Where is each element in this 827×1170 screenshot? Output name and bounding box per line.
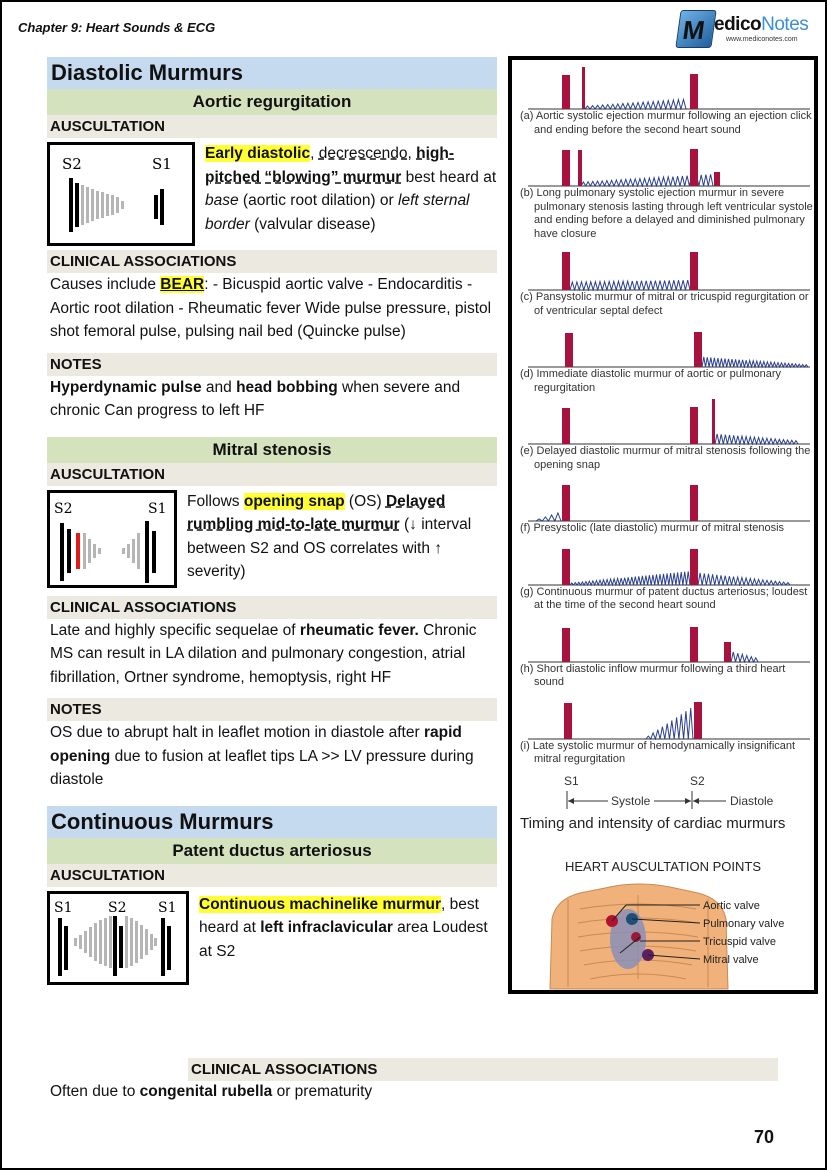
phonocardiogram <box>518 694 814 740</box>
murmur-waveform <box>698 573 790 585</box>
murmur-panel <box>518 141 814 241</box>
murmur-caption: (i) Late systolic murmur of hemodynamically insignificant mitral regurgitation <box>520 739 796 765</box>
ms-s1-bar <box>152 531 156 573</box>
pda-s1-bar <box>58 918 62 976</box>
ms-rumble-murmur <box>83 533 140 569</box>
ms-phonocardiogram <box>47 490 177 588</box>
murmur-caption: (c) Pansystolic murmur of mitral or tricuspid regurgitation or of ventricular septal defect <box>520 291 809 317</box>
diastole-label: Diastole <box>730 794 774 808</box>
text: Chronic MS can result in LA dilation and pulmonary congestion, atrial fibrillation, Ortner syndrome, hemoptysis, right HF <box>50 621 477 686</box>
text: best heard at <box>401 168 497 186</box>
heart-sound-bar <box>562 150 570 186</box>
term-rheumatic-fever: rheumatic fever. <box>299 621 419 639</box>
murmur-caption: (d) Immediate diastolic murmur of aortic or pulmonary regurgitation <box>520 368 782 394</box>
heart-sound-bar <box>562 628 570 662</box>
text: (valvular disease) <box>249 215 376 233</box>
murmur-panel <box>518 64 814 137</box>
text: Follows <box>187 492 244 510</box>
ar-s1-bar <box>160 189 164 225</box>
murmur-caption: (b) Long pulmonary systolic ejection murmur in severe pulmonary stenosis lasting through left ventricular systole and ending before a delayed and diminished pulmonary have closure <box>520 187 813 240</box>
text: Late and highly specific sequelae of <box>50 621 300 639</box>
label-notes: NOTES <box>47 353 497 376</box>
text: and <box>201 378 237 396</box>
subheading-aortic-regurgitation: Aortic regurgitation <box>47 89 497 115</box>
phonocardiogram <box>518 476 814 522</box>
ms-s1-label: S1 <box>148 500 167 517</box>
logo-word-b: Notes <box>761 14 809 35</box>
pda-clinical-text <box>50 1083 372 1101</box>
term-blowing-murmur: high-pitched “blowing” murmur <box>205 145 454 186</box>
text: (↓ interval between S2 and OS correlates with ↑ severity) <box>187 516 472 580</box>
pda-s1-bar <box>64 926 68 970</box>
figure-title: Timing and intensity of cardiac murmurs <box>520 815 786 832</box>
logo-word <box>714 14 808 36</box>
auscultation-points-illustration <box>540 879 812 994</box>
logo-word-a: edico <box>714 14 762 35</box>
label-tricuspid-valve: Tricuspid valve <box>703 936 776 948</box>
murmur-caption: (f) Presystolic (late diastolic) murmur of mitral stenosis <box>520 522 785 534</box>
ar-s2-label: S2 <box>62 155 82 173</box>
label-auscultation: AUSCULTATION <box>47 115 497 138</box>
ar-auscultation-text <box>199 142 497 246</box>
heart-sound-bar <box>690 149 698 186</box>
murmur-caption: (e) Delayed diastolic murmur of mitral stenosis following the opening snap <box>520 445 811 471</box>
text: due to fusion at leaflet tips LA >> LV pressure during diastole <box>50 747 474 788</box>
pda-phono-svg <box>50 894 186 982</box>
pda-auscultation-text <box>193 891 497 985</box>
arrowhead <box>693 798 699 804</box>
pda-phonocardiogram <box>47 891 189 985</box>
ms-auscultation-row <box>47 490 497 588</box>
pda-s1-label: S1 <box>54 899 73 916</box>
text: , best heard at <box>199 895 479 936</box>
heart-sound-bar <box>562 252 570 290</box>
ar-s2-bar <box>75 183 79 227</box>
logo-url: www.mediconotes.com <box>726 36 798 43</box>
murmur-panel <box>518 476 814 536</box>
ar-s2-bar <box>69 178 73 232</box>
text: Causes include <box>50 276 161 293</box>
murmur-panel <box>518 322 814 395</box>
ms-s2-bar <box>67 529 71 573</box>
heart-sound-bar <box>714 172 720 186</box>
ar-phonocardiogram <box>47 142 195 246</box>
highlight-early-diastolic: Early diastolic <box>205 145 311 162</box>
murmur-waveform <box>536 513 561 521</box>
ar-auscultation-row <box>47 142 497 246</box>
phonocardiogram <box>518 245 814 291</box>
murmur-waveform <box>570 280 690 290</box>
heart-sound-bar <box>694 332 702 367</box>
text: , <box>310 145 319 162</box>
phonocardiogram <box>518 141 814 187</box>
murmur-waveform <box>702 357 808 367</box>
ms-opening-snap-bar <box>76 533 80 569</box>
highlight-bear: BEAR <box>160 276 205 293</box>
page-number: 70 <box>754 1127 775 1147</box>
ar-s1-bar <box>154 195 158 219</box>
pda-s1b-bar <box>161 918 165 976</box>
heart-sound-bar <box>690 252 698 290</box>
term-head-bobbing: head bobbing <box>236 378 338 396</box>
heart-sound-bar <box>724 642 731 662</box>
text: (OS) <box>344 492 386 510</box>
murmur-panel <box>518 399 814 472</box>
murmur-waveform <box>646 708 693 739</box>
murmur-waveform <box>731 652 758 662</box>
heart-sound-bar <box>562 408 570 444</box>
pda-auscultation-row <box>47 891 497 985</box>
label-clinical-associations: CLINICAL ASSOCIATIONS <box>47 596 497 619</box>
systole-label: Systole <box>611 794 651 808</box>
text: or prematurity <box>272 1083 373 1100</box>
ms-s1-bar <box>145 521 149 583</box>
label-aortic-valve: Aortic valve <box>703 900 760 912</box>
pda-s1b-label: S1 <box>158 899 177 916</box>
arrowhead <box>568 798 574 804</box>
ms-s2-label: S2 <box>54 500 73 517</box>
label-auscultation: AUSCULTATION <box>47 463 497 486</box>
subheading-pda: Patent ductus arteriosus <box>47 838 497 864</box>
ms-clinical-text <box>47 619 497 690</box>
ms-auscultation-text <box>181 490 497 588</box>
section-heading-diastolic: Diastolic Murmurs <box>47 57 497 89</box>
label-notes: NOTES <box>47 698 497 721</box>
term-left-sternal-border: left sternal border <box>205 192 470 233</box>
ms-phono-svg <box>50 493 174 585</box>
ar-notes-text <box>47 376 497 423</box>
ar-phono-svg <box>50 145 192 243</box>
timing-s2-label: S2 <box>690 774 705 788</box>
text: area Loudest at S2 <box>199 919 488 960</box>
arrowhead <box>685 798 691 804</box>
label-mitral-valve: Mitral valve <box>703 954 759 966</box>
phonocardiogram <box>518 322 814 368</box>
phonocardiogram <box>518 64 814 110</box>
heart-sound-bar <box>578 150 582 186</box>
mediconotes-logo <box>676 8 811 50</box>
auscultation-points-title: HEART AUSCULTATION POINTS <box>565 859 761 874</box>
term-decrescendo: decrescendo <box>318 145 408 162</box>
text: OS due to abrupt halt in leaflet motion in diastole after <box>50 724 424 741</box>
logo-initial: M <box>680 15 707 45</box>
heart-sound-bar <box>565 333 573 367</box>
left-column <box>47 57 497 985</box>
timing-s1-label: S1 <box>564 774 579 788</box>
logo-mark <box>675 10 716 48</box>
murmur-panel <box>518 694 814 767</box>
heart-sound-bar <box>690 627 698 662</box>
murmur-panel <box>518 540 814 613</box>
heart-sound-bar <box>690 407 698 444</box>
pda-s1b-bar <box>167 926 171 970</box>
heart-sound-bar <box>564 703 572 739</box>
murmur-caption: (h) Short diastolic inflow murmur following a third heart sound <box>520 662 786 688</box>
section-heading-continuous: Continuous Murmurs <box>47 806 497 838</box>
chapter-title: Chapter 9: Heart Sounds & ECG <box>18 20 216 35</box>
murmur-timing-figure <box>508 56 818 994</box>
label-clinical-associations: CLINICAL ASSOCIATIONS <box>47 250 497 273</box>
ar-s1-label: S1 <box>152 155 172 173</box>
heart-sound-bar <box>582 67 585 109</box>
label-clinical-associations: CLINICAL ASSOCIATIONS <box>188 1058 778 1081</box>
ar-decrescendo-murmur <box>81 185 124 225</box>
pda-clinical-associations <box>188 1058 778 1081</box>
murmur-waveform <box>570 571 690 585</box>
label-auscultation: AUSCULTATION <box>47 864 497 887</box>
murmur-caption: (g) Continuous murmur of patent ductus arteriosus; loudest at the time of the second heart sound <box>520 585 808 611</box>
ms-s2-bar <box>60 523 64 581</box>
pda-s2-label: S2 <box>108 899 127 916</box>
highlight-opening-snap: opening snap <box>243 492 345 510</box>
murmur-caption: (a) Aortic systolic ejection murmur following an ejection click and ending before the second heart sound <box>520 110 812 136</box>
heart-sound-bar <box>562 549 570 585</box>
term-hyperdynamic-pulse: Hyperdynamic pulse <box>50 378 202 396</box>
timing-axis <box>518 773 814 811</box>
heart-sound-bar <box>690 74 698 109</box>
label-pulmonary-valve: Pulmonary valve <box>703 918 785 930</box>
term-left-infraclavicular: left infraclavicular <box>260 919 393 936</box>
pda-s2-bar <box>113 916 117 976</box>
highlight-continuous-machinelike-murmur: Continuous machinelike murmur <box>199 895 442 913</box>
text: Often due to <box>50 1083 140 1100</box>
ms-notes-text <box>47 721 497 792</box>
text: (aortic root dilation) or <box>238 192 398 209</box>
term-rapid-opening: rapid opening <box>50 724 462 765</box>
heart-sound-bar <box>694 702 702 739</box>
text: when severe and chronic Can progress to left HF <box>50 378 461 419</box>
murmur-waveform <box>585 99 686 109</box>
murmur-panel <box>518 245 814 318</box>
term-congenital-rubella: congenital rubella <box>139 1083 273 1100</box>
term-base: base <box>205 192 239 209</box>
heart-sound-bar <box>690 549 698 585</box>
phonocardiogram <box>518 399 814 445</box>
phonocardiogram <box>518 617 814 663</box>
ar-clinical-text <box>47 273 497 344</box>
text: , <box>407 145 417 162</box>
murmur-panel <box>518 617 814 690</box>
heart-sound-bar <box>562 485 570 521</box>
phonocardiogram <box>518 540 814 586</box>
murmur-waveform <box>715 434 798 444</box>
term-delayed-rumbling-murmur: Delayed rumbling mid-to-late murmur <box>187 492 446 533</box>
heart-sound-bar <box>690 485 698 521</box>
text: : - Bicuspid aortic valve - Endocarditis - Aortic root dilation - Rheumatic fever Wide pulse pressure, pistol shot femoral pulse, pulsing nail bed (Quincke pulse) <box>50 276 492 340</box>
subheading-mitral-stenosis: Mitral stenosis <box>47 437 497 463</box>
pda-s2-bar <box>119 926 123 968</box>
heart-sound-bar <box>562 75 570 109</box>
heart-sound-bar <box>712 399 715 444</box>
